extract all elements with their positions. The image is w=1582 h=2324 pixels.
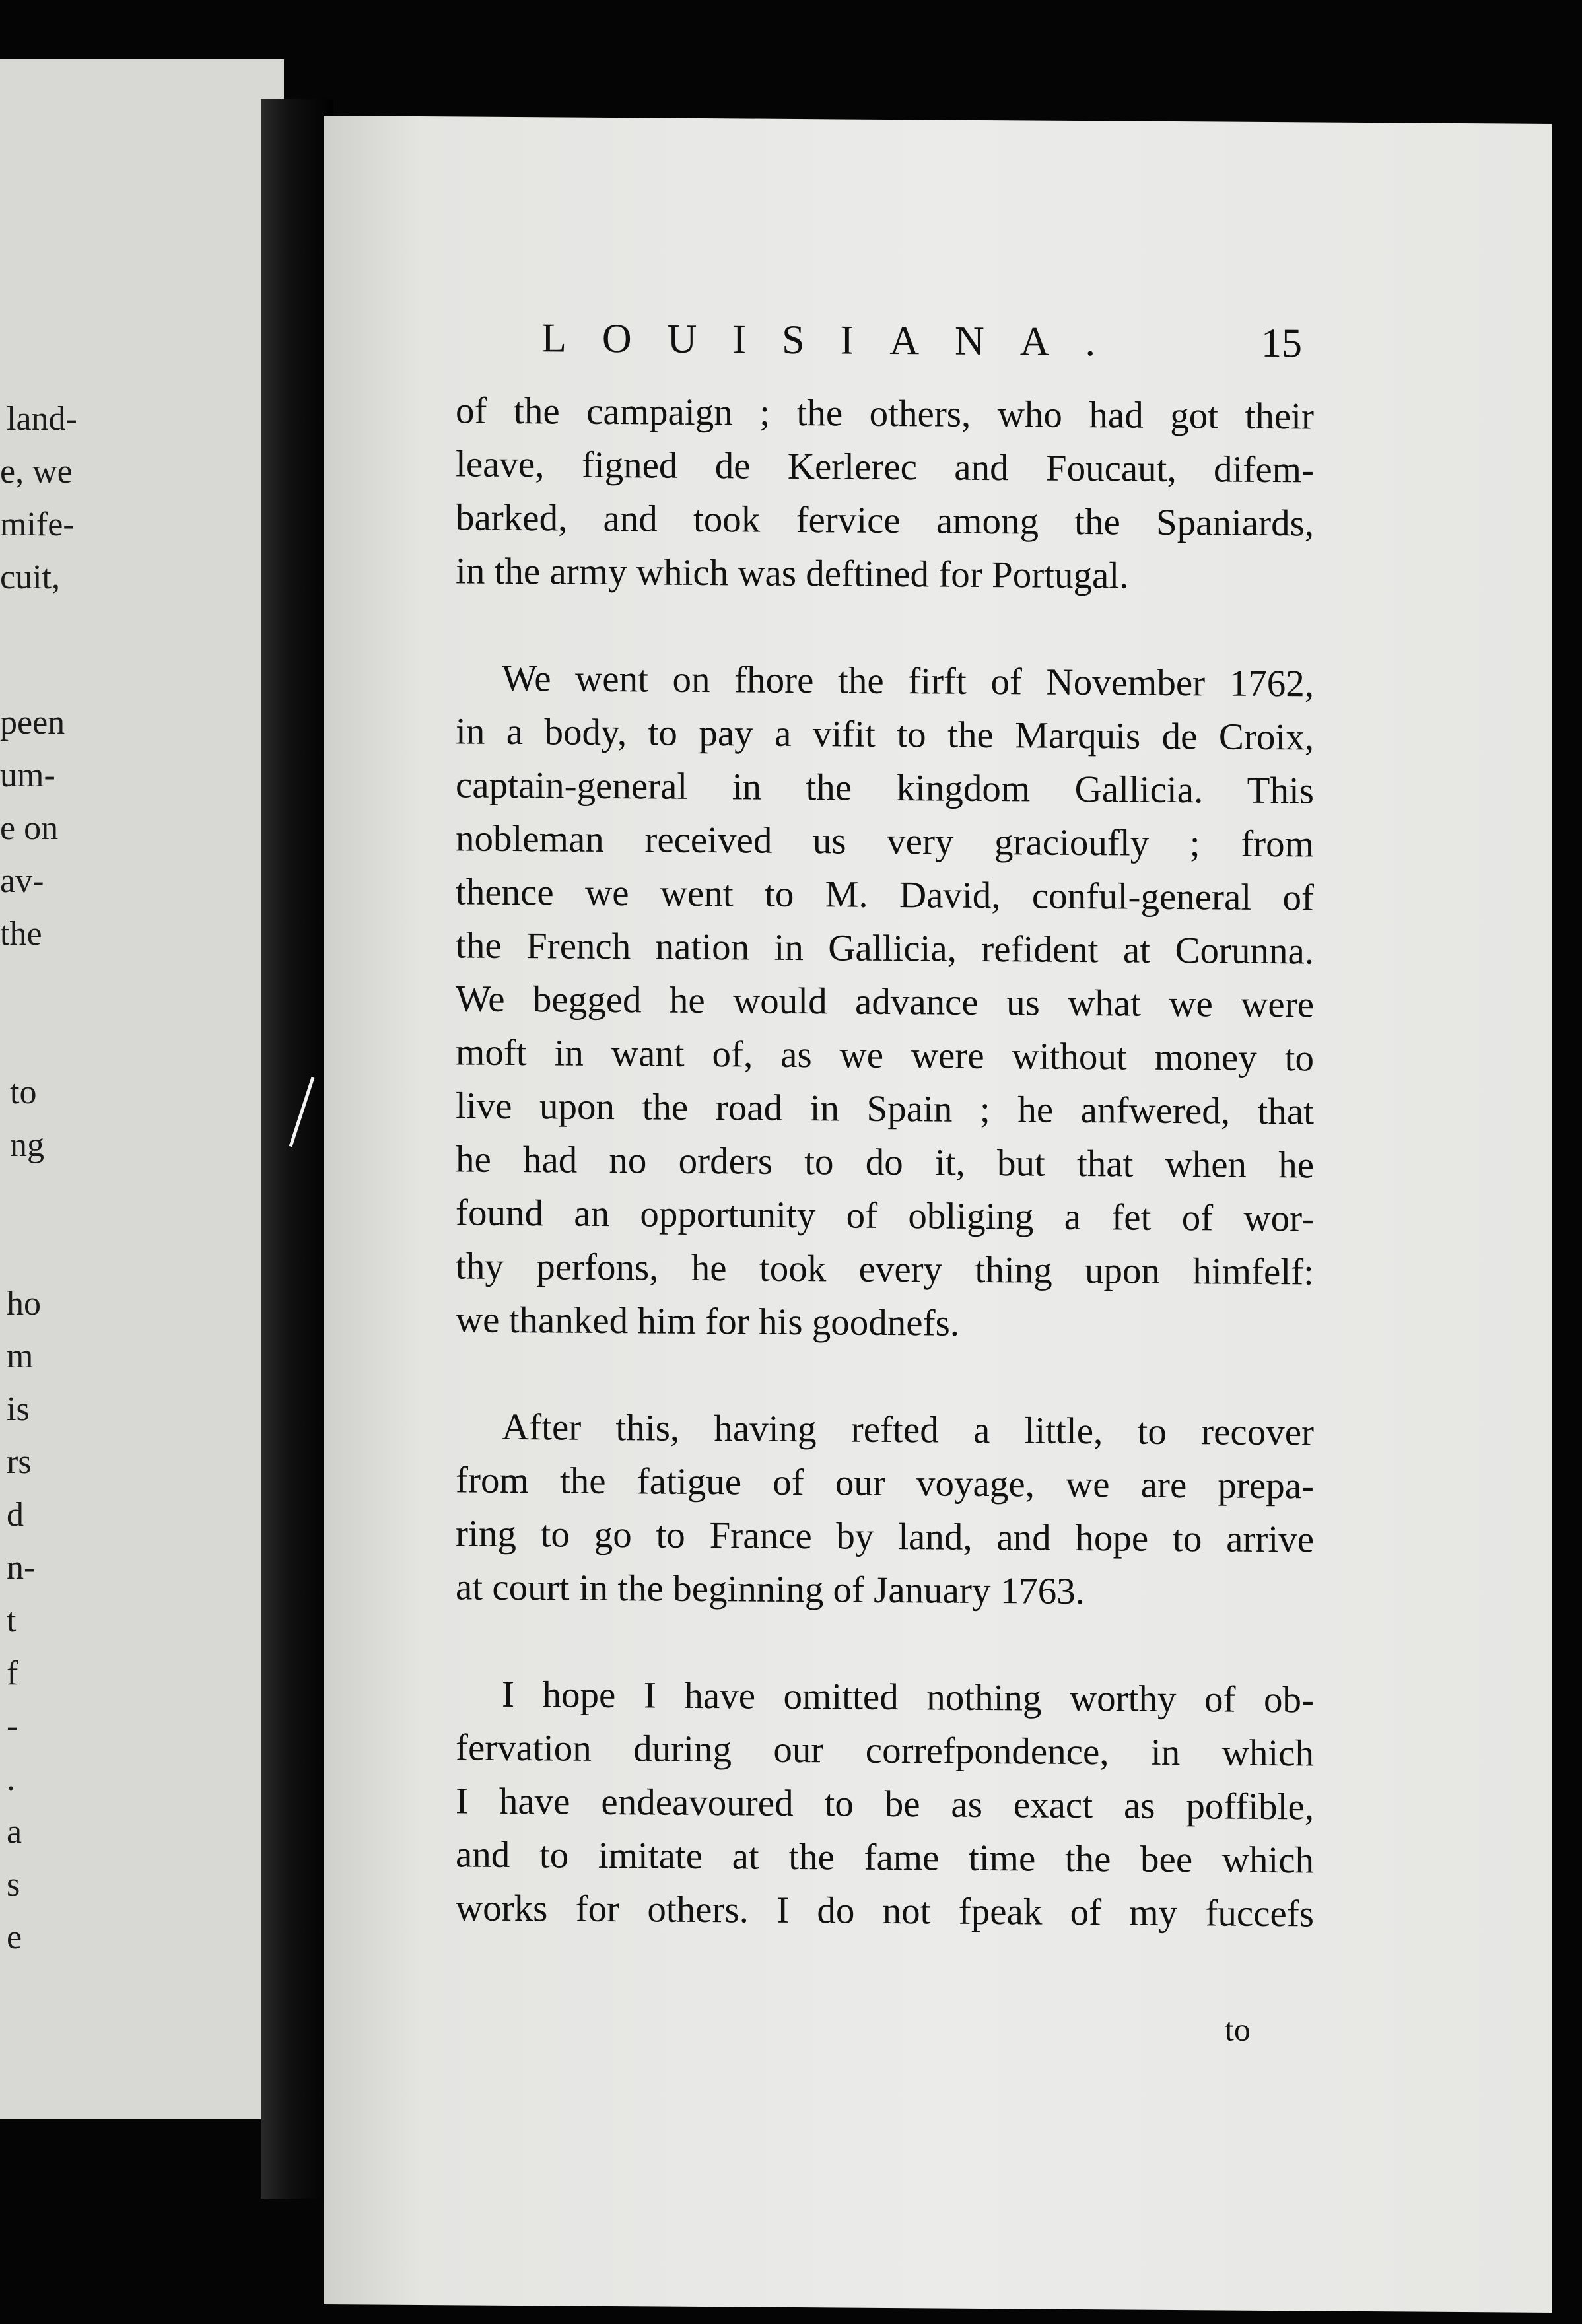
text-line: thy perfons, he took every thing upon himfelf: (456, 1245, 1314, 1293)
left-page-fragment: s (7, 1866, 20, 1903)
left-page-fragment: a (7, 1813, 22, 1851)
left-page-fragment: to (10, 1074, 37, 1111)
book-gutter-shadow (261, 99, 333, 2199)
left-page-fragment: e (7, 1919, 22, 1956)
text-line: leave, figned de Kerlerec and Foucaut, difem- (456, 443, 1314, 491)
text-line: in the army which was deftined for Portugal. (456, 550, 1129, 597)
text-line: in a body, to pay a vifit to the Marquis de Croix, (456, 710, 1314, 759)
text-line: we thanked him for his goodnefs. (456, 1299, 960, 1344)
text-line: We went on fhore the firft of November 1762, (502, 657, 1314, 705)
text-line: the French nation in Gallicia, refident at Corunna. (456, 924, 1314, 973)
left-page-fragment: peen (0, 704, 65, 741)
text-line: and to imitate at the fame time the bee which (456, 1833, 1314, 1882)
text-line: captain-general in the kingdom Gallicia. This (456, 764, 1314, 812)
text-line: After this, having refted a little, to recover (502, 1406, 1314, 1454)
left-page-fragment: cuit, (0, 559, 60, 596)
left-page-fragment: the (0, 915, 42, 953)
left-page-fragment: - (7, 1707, 18, 1745)
left-page-fragment: e, we (0, 453, 73, 491)
text-line: ring to go to France by land, and hope to arrive (456, 1513, 1314, 1561)
page-number: 15 (1261, 320, 1302, 366)
text-line: at court in the beginning of January 1763. (456, 1566, 1085, 1613)
text-line: thence we went to M. David, conful-general of (456, 871, 1314, 919)
text-line: moft in want of, as we were without money to (456, 1031, 1314, 1079)
left-page-fragment: n- (7, 1549, 36, 1587)
text-line: he had no orders to do it, but that when he (456, 1138, 1314, 1186)
text-line: of the campaign ; the others, who had got their (456, 390, 1314, 438)
left-page-fragment: t (7, 1602, 17, 1639)
left-page-fragment: m (7, 1338, 34, 1375)
left-page-fragment: f (7, 1655, 18, 1692)
left-page-fragment: d (7, 1496, 24, 1534)
left-page-fragment: land- (7, 400, 77, 438)
left-page-fragment: ng (10, 1126, 44, 1164)
text-line: from the fatigue of our voyage, we are prepa- (456, 1459, 1314, 1507)
text-line: fervation during our correfpondence, in which (456, 1726, 1314, 1775)
left-page-fragment: e on (0, 809, 59, 847)
left-page-fragment: av- (0, 862, 44, 900)
left-page-fragment: ho (7, 1285, 41, 1322)
book-page (324, 116, 1552, 2313)
text-line: I hope I have omitted nothing worthy of ob- (502, 1673, 1314, 1721)
text-line: barked, and took fervice among the Spaniards, (456, 496, 1314, 545)
left-page-fragment: . (7, 1760, 15, 1798)
catchword: to (1225, 2010, 1251, 2048)
text-line: nobleman received us very gracioufly ; from (456, 817, 1314, 866)
text-line: works for others. I do not fpeak of my fuccefs (456, 1887, 1314, 1935)
text-line: We begged he would advance us what we were (456, 978, 1314, 1026)
facing-page-left (0, 59, 284, 2119)
running-head: LOUISIANA. (541, 316, 1132, 365)
left-page-fragment: is (7, 1390, 30, 1428)
left-page-fragment: rs (7, 1443, 32, 1481)
left-page-fragment: mife- (0, 506, 75, 543)
left-page-fragment: um- (0, 757, 55, 794)
text-line: I have endeavoured to be as exact as poffible, (456, 1780, 1314, 1828)
text-line: live upon the road in Spain ; he anfwered, that (456, 1085, 1314, 1133)
text-line: found an opportunity of obliging a fet of wor- (456, 1192, 1314, 1240)
body-text (456, 384, 1314, 1940)
